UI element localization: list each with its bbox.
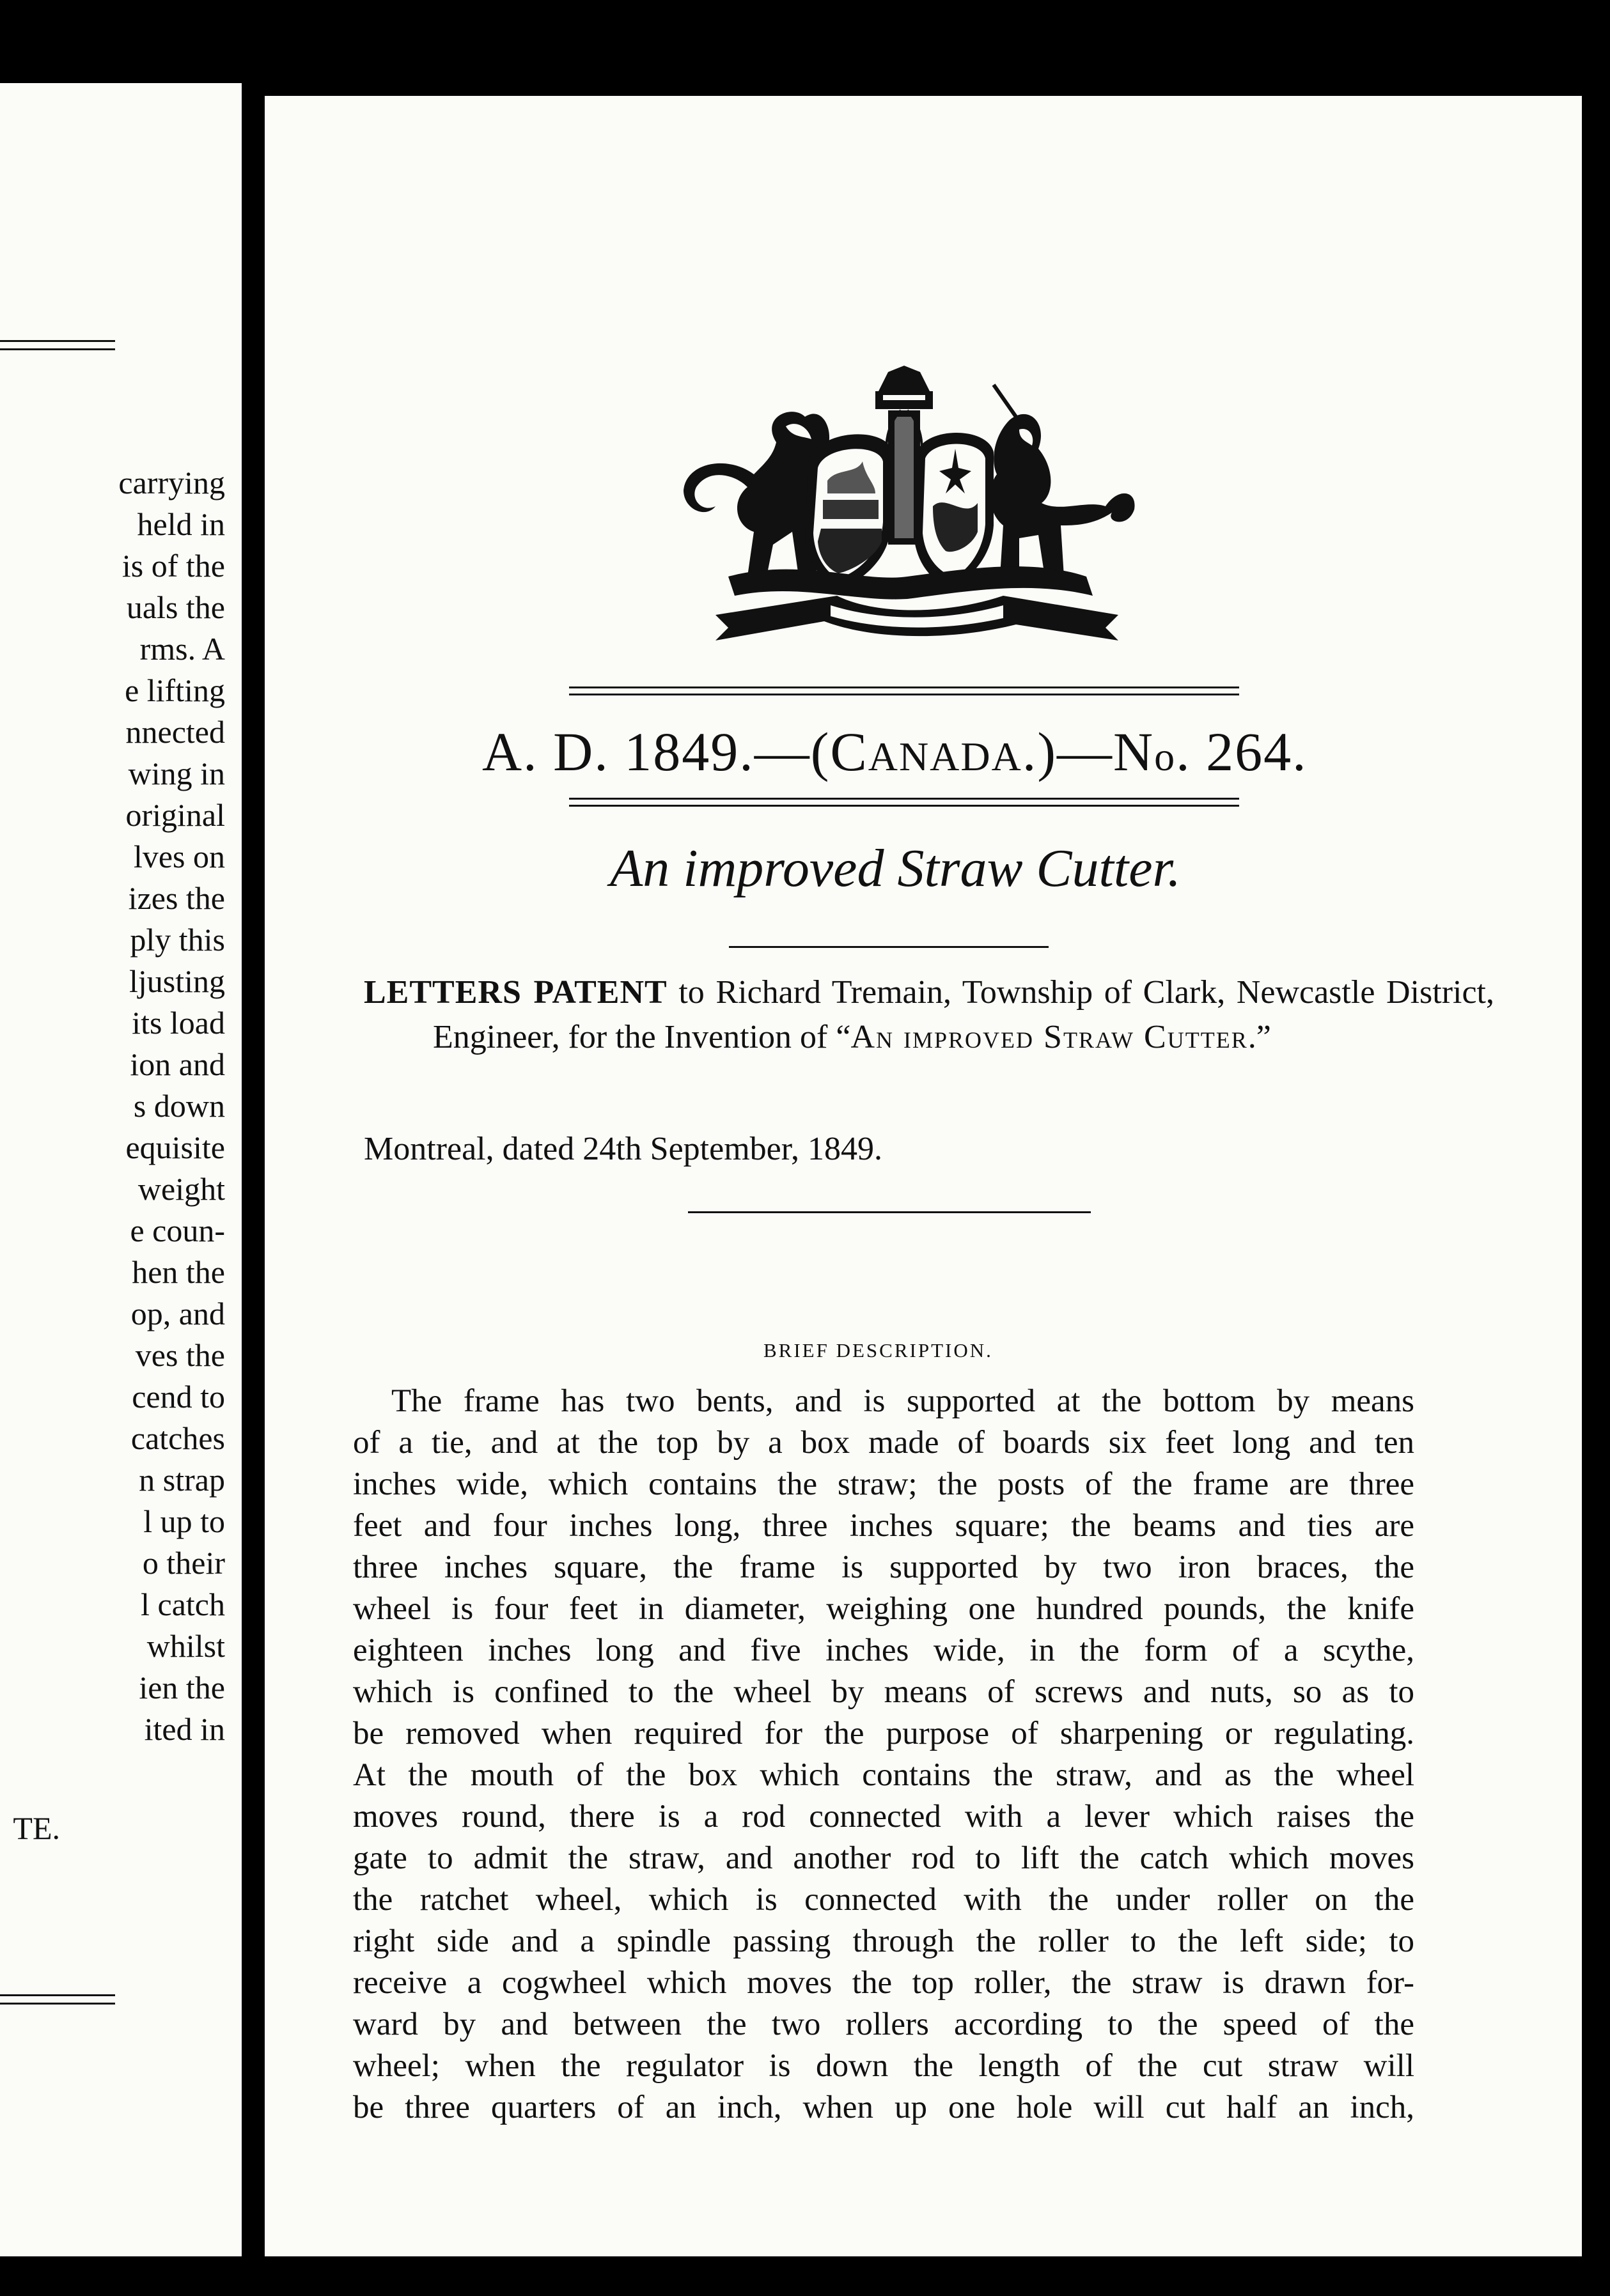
- left-page-line: uals the: [126, 589, 225, 625]
- left-page-line: carrying: [118, 465, 225, 500]
- left-page-rule-bottom: [0, 1994, 115, 2005]
- left-page-line: rms. A: [139, 631, 225, 667]
- central-column-icon: [886, 410, 921, 545]
- motto-ribbon-icon: [715, 566, 1118, 640]
- section-heading: BRIEF DESCRIPTION.: [763, 1339, 993, 1361]
- letters-patent-invention: An improved Straw Cutter: [850, 1019, 1248, 1055]
- left-page-line: n strap: [139, 1462, 225, 1498]
- body-line: the ratchet wheel, which is connected with the under roller on the: [353, 1882, 1414, 1918]
- body-line: At the mouth of the box which contains the straw, and as the wheel: [353, 1757, 1414, 1793]
- patent-title: An improved Straw Cutter.: [610, 839, 1181, 898]
- letters-patent-label: LETTERS PATENT: [364, 974, 668, 1011]
- unicorn-supporter-icon: [990, 385, 1135, 577]
- body-line: moves round, there is a rod connected with a lever which raises the: [353, 1799, 1414, 1834]
- left-page-line: izes the: [128, 880, 225, 916]
- left-page-line: wing in: [128, 756, 225, 791]
- header-number: . 264.: [1176, 721, 1308, 782]
- left-page-line: ion and: [130, 1046, 225, 1082]
- left-page-line: its load: [132, 1005, 225, 1041]
- header-place-rest: ANADA: [868, 734, 1022, 779]
- left-page-line: e coun-: [130, 1213, 225, 1248]
- left-page-line: whilst: [146, 1628, 225, 1664]
- left-page-line: is of the: [121, 548, 225, 584]
- left-page-line: l catch: [141, 1586, 225, 1622]
- body-line: be three quarters of an inch, when up one hole will cut half an inch,: [353, 2090, 1414, 2125]
- header-place-initial: C: [830, 721, 868, 782]
- header-number-rest: o: [1154, 734, 1176, 779]
- left-page-line: ien the: [139, 1670, 225, 1705]
- book-spine: [242, 0, 265, 2296]
- body-line: inches wide, which contains the straw; the posts of the frame are three: [353, 1466, 1414, 1502]
- right-shield-icon: [914, 433, 994, 589]
- date-line: Montreal, dated 24th September, 1849.: [364, 1131, 882, 1167]
- body-line: receive a cogwheel which moves the top roller, the straw is drawn for-: [353, 1965, 1414, 2001]
- left-page-line: ply this: [130, 922, 225, 958]
- body-line: be removed when required for the purpose of sharpening or regulating.: [353, 1716, 1414, 1751]
- title-rule: [729, 946, 1049, 948]
- left-page-line: ljusting: [129, 963, 225, 999]
- body-line: The frame has two bents, and is supported at the bottom by means: [391, 1383, 1414, 1419]
- description-body: [353, 1381, 1414, 2129]
- left-page-bottom-word: TE.: [13, 1810, 60, 1846]
- left-page-line: cend to: [132, 1379, 225, 1415]
- left-page-line: original: [125, 797, 225, 833]
- left-page-line: s down: [133, 1088, 225, 1124]
- left-page-line: held in: [137, 506, 225, 542]
- patent-page: [265, 96, 1582, 2256]
- body-line: gate to admit the straw, and another rod to lift the catch which moves: [353, 1840, 1414, 1876]
- header-number-initial: N: [1113, 721, 1155, 782]
- letters-patent-text: to Richard Tremain, Township of Clark, Newcastle District, Engineer, for the Invention of “: [433, 974, 1495, 1055]
- left-page-line: l up to: [143, 1503, 225, 1539]
- left-page-fragment: [0, 83, 242, 2256]
- body-line: feet and four inches long, three inches square; the beams and ties are: [353, 1508, 1414, 1544]
- left-page-line: lves on: [133, 839, 225, 874]
- body-line: wheel is four feet in diameter, weighing one hundred pounds, the knife: [353, 1591, 1414, 1627]
- left-page-line: equisite: [125, 1129, 225, 1165]
- body-line: of a tie, and at the top by a box made of boards six feet long and ten: [353, 1425, 1414, 1461]
- date-rule: [688, 1211, 1091, 1213]
- left-page-line: o their: [142, 1545, 225, 1581]
- left-page-rule-top: [0, 340, 115, 350]
- left-page-line: nnected: [125, 714, 225, 750]
- letters-patent-paragraph: [364, 970, 1494, 1060]
- header-rule-top: [569, 686, 1239, 695]
- header-year: A. D. 1849.—(: [482, 721, 831, 782]
- body-line: ward by and between the two rollers according to the speed of the: [353, 2006, 1414, 2042]
- letters-patent-close: .”: [1247, 1019, 1271, 1055]
- left-page-line: ited in: [144, 1711, 225, 1747]
- left-page-line: catches: [130, 1420, 225, 1456]
- royal-coat-of-arms-emblem: [671, 366, 1137, 647]
- header-place-close: .)—: [1022, 721, 1113, 782]
- body-line: wheel; when the regulator is down the length of the cut straw will: [353, 2048, 1414, 2084]
- body-line: three inches square, the frame is supported by two iron braces, the: [353, 1549, 1414, 1585]
- body-line: eighteen inches long and five inches wide, in the form of a scythe,: [353, 1633, 1414, 1668]
- body-line: which is confined to the wheel by means of screws and nuts, so as to: [353, 1674, 1414, 1710]
- header-rule-bottom: [569, 798, 1239, 807]
- crown-icon: [875, 366, 933, 409]
- patent-header: [482, 720, 1308, 784]
- left-page-line: hen the: [132, 1254, 225, 1290]
- left-page-line: e lifting: [125, 672, 225, 708]
- left-page-line: ves the: [135, 1337, 225, 1373]
- left-page-line: op, and: [130, 1296, 225, 1331]
- body-line: right side and a spindle passing through the roller to the left side; to: [353, 1923, 1414, 1959]
- left-page-line: weight: [137, 1171, 225, 1207]
- left-shield-icon: [805, 434, 891, 589]
